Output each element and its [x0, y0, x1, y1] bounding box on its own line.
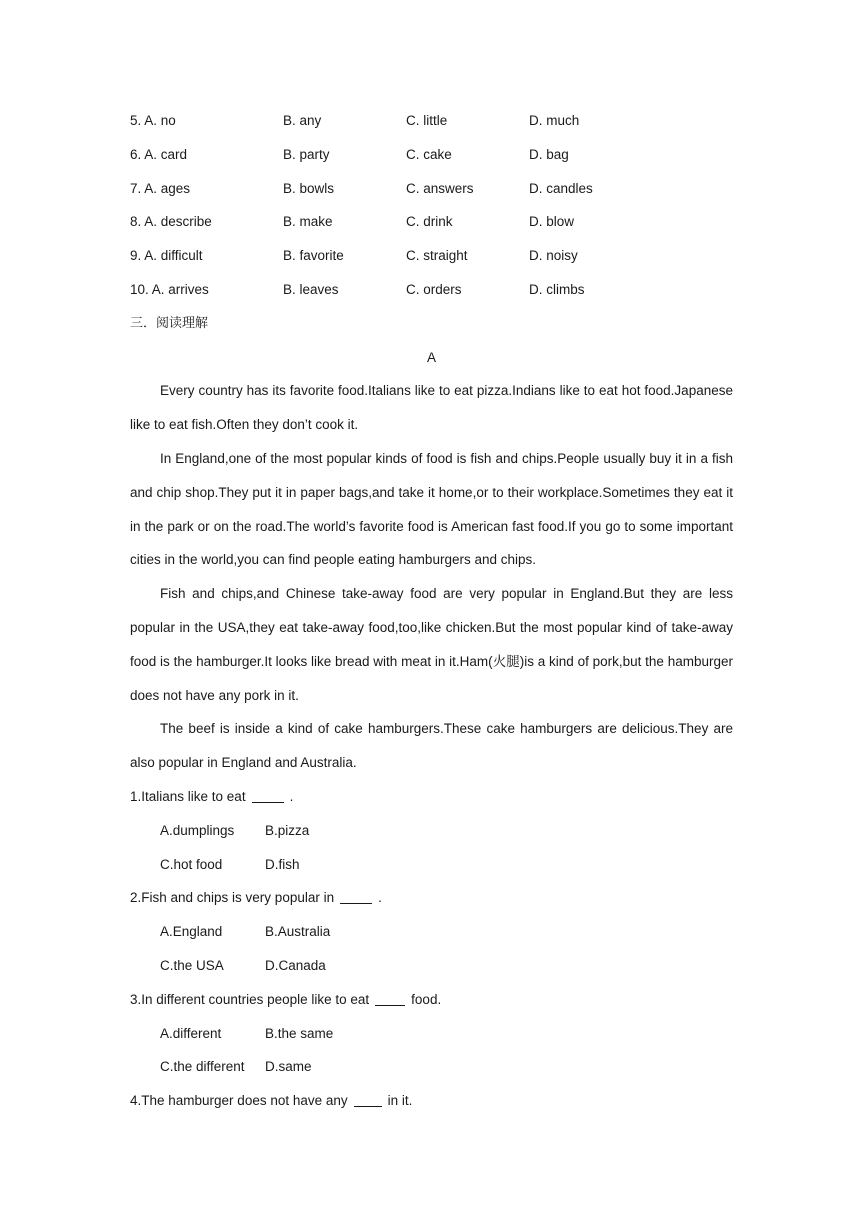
answer-blank[interactable] — [354, 1092, 382, 1107]
choice-option: C. drink — [406, 214, 453, 230]
choice-option: C. answers — [406, 180, 474, 196]
question — [130, 983, 733, 1017]
choice-option: 9. A. difficult — [130, 248, 203, 264]
choice-option: C. cake — [406, 146, 452, 162]
answer-option: B.Australia — [265, 924, 331, 940]
answer-option: C.hot food — [160, 856, 223, 872]
answer-option: B.the same — [265, 1025, 334, 1041]
choice-option: B. any — [283, 113, 322, 128]
choice-option: D. blow — [529, 214, 575, 230]
question — [130, 1084, 733, 1118]
choice-option: 10. A. arrives — [130, 281, 209, 297]
passage-paragraph: Fish and chips,and Chinese take-away food are very popular in England.But they are less popular in the USA,they eat take-away food,too,like chicken.But the most popular kind of take-away food is the hamburger.It looks like bread with meat in it.Ham(火腿)is a kind of pork,but the hamburger does not have any pork in it. — [130, 586, 733, 703]
choice-option: D. bag — [529, 146, 569, 162]
choice-row — [130, 273, 733, 307]
answer-option: A.different — [160, 1025, 222, 1041]
option-row — [130, 1050, 733, 1084]
answer-option: A.England — [160, 924, 223, 940]
answer-option: C.the USA — [160, 957, 224, 973]
answer-option: D.Canada — [265, 957, 326, 973]
option-row — [130, 814, 733, 848]
choice-option: B. favorite — [283, 248, 344, 264]
choice-option: D. climbs — [529, 281, 585, 297]
choice-option: 6. A. card — [130, 146, 188, 162]
answer-blank[interactable] — [375, 991, 405, 1006]
answer-option: C.the different — [160, 1059, 245, 1075]
question-stem-end: food. — [411, 991, 442, 1007]
question-stem-end: . — [378, 890, 382, 906]
choice-option: B. make — [283, 214, 333, 230]
choice-option: B. bowls — [283, 180, 335, 196]
option-row — [130, 848, 733, 882]
passage-paragraph: Every country has its favorite food.Italians like to eat pizza.Indians like to eat hot food.Japanese like to eat fish.Often they don’t cook it. — [130, 383, 733, 433]
choice-option: D. much — [529, 113, 580, 128]
passage-title: A — [426, 349, 436, 365]
question-stem: 1.Italians like to eat — [130, 788, 246, 804]
answer-option: D.same — [265, 1059, 312, 1075]
option-row — [130, 1017, 733, 1051]
answer-blank[interactable] — [340, 889, 372, 904]
choice-table — [130, 104, 733, 307]
answer-option: B.pizza — [265, 822, 310, 838]
question-stem: 4.The hamburger does not have any — [130, 1093, 348, 1109]
choice-option: C. little — [406, 113, 448, 128]
choice-option: D. candles — [529, 180, 593, 196]
choice-option: 8. A. describe — [130, 214, 212, 230]
choice-option: 5. A. no — [130, 113, 176, 128]
answer-option: D.fish — [265, 856, 300, 872]
question-stem: 2.Fish and chips is very popular in — [130, 890, 335, 906]
passage-paragraph: In England,one of the most popular kinds of food is fish and chips.People usually buy it in a fish and chip shop.They put it in paper bags,and take it home,or to their workplace.Sometimes they eat it in the park or on the road.The world’s favorite food is American fast food.If you go to some important cities in the world,you can find people eating hamburgers and chips. — [130, 450, 733, 568]
choice-option: B. party — [283, 146, 330, 162]
question — [130, 780, 733, 814]
choice-row — [130, 239, 733, 273]
passage-paragraph: The beef is inside a kind of cake hamburgers.These cake hamburgers are delicious.They are also popular in England and Australia. — [130, 721, 733, 771]
question — [130, 881, 733, 915]
section-heading: 三．阅读理解 — [130, 315, 209, 331]
choice-row — [130, 205, 733, 239]
answer-blank[interactable] — [252, 788, 284, 803]
choice-row — [130, 172, 733, 206]
document-page — [130, 104, 733, 1118]
answer-option: A.dumplings — [160, 822, 235, 838]
question-stem-end: in it. — [387, 1093, 413, 1109]
option-row — [130, 915, 733, 949]
choice-option: 7. A. ages — [130, 180, 191, 196]
choice-option: C. straight — [406, 248, 468, 264]
choice-option: B. leaves — [283, 281, 339, 297]
choice-option: D. noisy — [529, 248, 578, 264]
question-stem-end: . — [289, 788, 294, 804]
choice-row — [130, 104, 733, 138]
question-stem: 3.In different countries people like to eat — [130, 991, 370, 1007]
choice-option: C. orders — [406, 281, 462, 297]
option-row — [130, 949, 733, 983]
choice-row — [130, 138, 733, 172]
